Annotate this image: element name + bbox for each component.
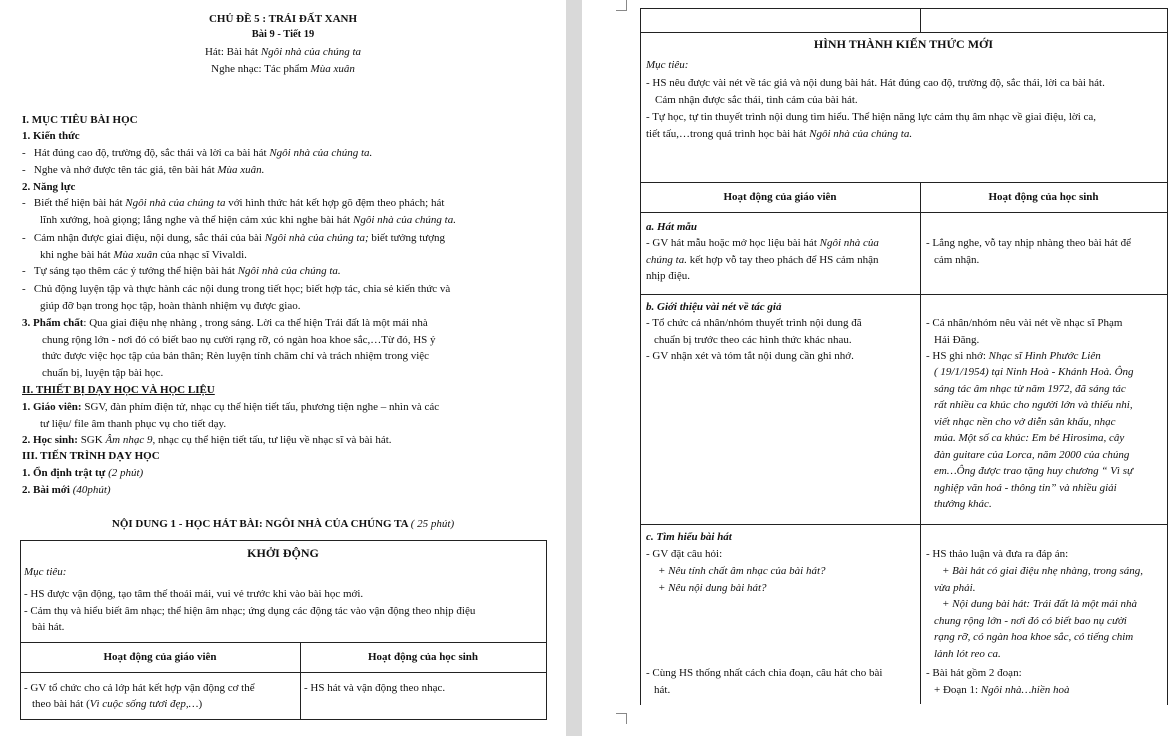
procedure-step-1: 1. Ổn định trật tự (2 phút)	[22, 467, 144, 479]
activity-c-student-1: - HS thảo luận và đưa ra đáp án:	[926, 548, 1069, 560]
table-divider	[920, 182, 921, 704]
student-equipment: 2. Học sinh: SGK Âm nhạc 9, nhạc cụ thể hiện tiết tấu, tư liệu về nhạc sĩ và bài hát.	[22, 434, 392, 446]
table-divider	[920, 8, 921, 32]
subsection-knowledge: 1. Kiến thức	[22, 130, 80, 142]
goal-2a: - Tự học, tự tin thuyết trình nội dung tìm hiểu. Thể hiện năng lực cảm thụ âm nhạc về giai điệu, lời ca,	[646, 111, 1097, 123]
knowledge-item-1: - Hát đúng cao độ, trường độ, sắc thái và lời ca bài hát Ngôi nhà của chúng ta.	[22, 147, 373, 159]
activity-c-teacher-5: hát.	[654, 684, 671, 696]
song-line: Hát: Bài hát Ngôi nhà của chúng ta	[204, 46, 362, 58]
goal-1b: Cảm nhận được sắc thái, tình cảm của bài hát.	[655, 94, 858, 106]
warmup-goal-label: Mục tiêu:	[24, 566, 67, 578]
table-divider	[20, 672, 546, 673]
procedure-step-2: 2. Bài mới (40phút)	[22, 484, 111, 496]
activity-c-teacher-4: - Cùng HS thống nhất cách chia đoạn, câu hát cho bài	[646, 667, 883, 679]
table-divider	[640, 182, 1167, 183]
competence-item-2b: khi nghe bài hát Mùa xuân của nhạc sĩ Vivaldi.	[40, 249, 247, 261]
warmup-student: - HS hát và vận động theo nhạc.	[304, 682, 446, 694]
document-page-right	[582, 0, 1172, 736]
activity-a-teacher-1: - GV hát mẫu hoặc mở học liệu bài hát Ngôi nhà của	[646, 237, 879, 249]
answer-line: lảnh lót reo ca.	[934, 647, 1001, 660]
document-page-left	[0, 0, 566, 736]
bio-line: ( 19/1/1954) tại Ninh Hoà - Khánh Hoà. Ông	[934, 366, 1134, 378]
table-divider	[640, 212, 1167, 213]
bio-line: em…Ông được trao tặng huy chương “ Vì sự	[934, 465, 1134, 477]
activity-b-teacher-1: - Tổ chức cá nhân/nhóm thuyết trình nội dung đã	[646, 317, 862, 329]
competence-item-3: - Tự sáng tạo thêm các ý tưởng thể hiện bài hát Ngôi nhà của chúng ta.	[22, 265, 341, 277]
competence-item-1b: lĩnh xướng, hoà giọng; lắng nghe và thể hiện cảm xúc khi nghe bài hát Ngôi nhà của chúng ta.	[40, 214, 456, 226]
table-divider	[640, 32, 1167, 33]
teacher-activity-header: Hoạt động của giáo viên	[723, 191, 837, 203]
competence-item-2a: - Cảm nhận được giai điệu, nội dung, sắc thái của bài Ngôi nhà của chúng ta; biết tưởng tượng	[22, 232, 446, 244]
activity-b-student-1: - Cá nhân/nhóm nêu vài nét về nhạc sĩ Phạm	[926, 317, 1123, 329]
activity-c-student-3: + Đoạn 1: Ngôi nhà…hiền hoà	[934, 684, 1070, 696]
competence-item-1a: - Biết thể hiện bài hát Ngôi nhà của chúng ta với hình thức hát kết hợp gõ đệm theo phách; hát	[22, 197, 445, 209]
activity-a-teacher-3: nhịp điệu.	[646, 270, 690, 282]
subsection-competence: 2. Năng lực	[22, 181, 76, 193]
answer-line: + Nội dung bài hát: Trái đất là một mái nhà	[942, 598, 1138, 610]
section-procedure: III. TIẾN TRÌNH DẠY HỌC	[22, 450, 160, 462]
topic-title: CHỦ ĐỀ 5 : TRÁI ĐẤT XANH	[208, 13, 358, 25]
teacher-equipment-2: tư liệu/ file âm thanh phục vụ cho tiết dạy.	[40, 418, 227, 430]
activity-c-student-answers	[934, 563, 1160, 662]
student-activity-header: Hoạt động của học sinh	[988, 191, 1099, 203]
activity-c-title: c. Tìm hiểu bài hát	[646, 531, 732, 543]
table-divider	[20, 642, 546, 643]
competence-item-4a: - Chủ động luyện tập và thực hành các nội dung trong tiết học; biết hợp tác, chia sẻ kiến thức và	[22, 283, 451, 295]
bio-line: múa. Một số ca khúc: Em bé Hirosima, cây	[934, 432, 1125, 444]
activity-a-student-1: - Lắng nghe, vỗ tay nhịp nhàng theo bài hát để	[926, 237, 1131, 249]
teacher-activity-header: Hoạt động của giáo viên	[103, 651, 217, 663]
answer-line: vừa phải.	[934, 581, 976, 594]
warmup-title: KHỞI ĐỘNG	[247, 546, 319, 560]
activity-c-student-2: - Bài hát gồm 2 đoạn:	[926, 667, 1022, 679]
goal-label: Mục tiêu:	[646, 59, 689, 71]
table-divider	[640, 294, 1167, 295]
section-equipment: II. THIẾT BỊ DẠY HỌC VÀ HỌC LIỆU	[22, 384, 215, 396]
student-activity-header: Hoạt động của học sinh	[367, 651, 479, 663]
lesson-number: Bài 9 - Tiết 19	[251, 29, 315, 40]
quality-line-2: chung rộng lớn - nơi đó có biết bao nụ cười rạng rỡ, có ngàn hoa khoe sắc,…Từ đó, HS ý	[42, 334, 436, 346]
activity-b-student-3: - HS ghi nhớ: Nhạc sĩ Hình Phước Liên	[926, 350, 1101, 362]
answer-line: chung rộng lớn - nơi đó có biết bao nụ cười	[934, 614, 1127, 627]
activity-a-student-2: cảm nhận.	[934, 254, 980, 266]
table-divider	[640, 524, 1167, 525]
content-1-heading: NỘI DUNG 1 - HỌC HÁT BÀI: NGÔI NHÀ CỦA CHÚNG TA ( 25 phút)	[111, 518, 455, 530]
activity-c-teacher-1: - GV đặt câu hỏi:	[646, 548, 723, 560]
warmup-goal-2b: bài hát.	[32, 621, 65, 633]
answer-line: rạng rỡ, có ngàn hoa khoe sắc, có tiếng chim	[934, 631, 1134, 643]
crop-mark	[616, 0, 627, 11]
crop-mark	[616, 713, 627, 724]
competence-item-4b: giúp đỡ bạn trong học tập, hoàn thành nhiệm vụ được giao.	[40, 300, 301, 312]
bio-line: nghiệp văn hoá - thông tin” và nhiều giải	[934, 481, 1117, 494]
activity-b-teacher-3: - GV nhận xét và tóm tắt nội dung cần ghi nhớ.	[646, 350, 854, 362]
quality-line-4: chuẩn bị, luyện tập bài học.	[42, 367, 164, 379]
warmup-goal-1: - HS được vận động, tạo tâm thế thoải mái, vui vẻ trước khi vào bài học mới.	[24, 588, 364, 600]
knowledge-item-2: - Nghe và nhớ được tên tác giả, tên bài hát Mùa xuân.	[22, 164, 265, 176]
bio-line: viết nhạc nền cho vở diễn sân khấu, nhạc	[934, 415, 1116, 428]
warmup-teacher-1: - GV tổ chức cho cả lớp hát kết hợp vận động cơ thể	[24, 682, 255, 694]
bio-line: thưởng khác.	[934, 498, 992, 510]
quality-line-3: thức được việc học tập của bản thân; Rèn luyện tính chăm chỉ và trách nhiệm trong việc	[42, 350, 430, 362]
activity-b-teacher-2: chuẩn bị trước theo các hình thức khác nhau.	[654, 334, 852, 346]
activity-b-student-2: Hải Đăng.	[934, 334, 980, 346]
activity-a-teacher-2: chúng ta. kết hợp vỗ tay theo phách để HS cảm nhận	[646, 254, 879, 266]
section-objectives: I. MỤC TIÊU BÀI HỌC	[22, 114, 138, 126]
new-knowledge-title: HÌNH THÀNH KIẾN THỨC MỚI	[813, 37, 994, 51]
goal-2b: tiết tấu,…trong quá trình học bài hát Ngôi nhà của chúng ta.	[646, 128, 913, 140]
teacher-equipment-1: 1. Giáo viên: SGV, đàn phím điện tử, nhạc cụ thể hiện tiết tấu, phương tiện nghe – nhìn và các	[22, 401, 440, 413]
warmup-teacher-2: theo bài hát (Vì cuộc sống tươi đẹp,…)	[32, 698, 203, 710]
composer-bio	[934, 364, 1160, 513]
activity-c-teacher-2: + Nêu tính chất âm nhạc của bài hát?	[658, 565, 826, 577]
answer-line: + Bài hát có giai điệu nhẹ nhàng, trong sáng,	[942, 565, 1144, 577]
activity-c-teacher-3: + Nêu nội dung bài hát?	[658, 582, 767, 594]
warmup-goal-2a: - Cảm thụ và hiểu biết âm nhạc; thể hiện âm nhạc; ứng dụng các động tác vào vận động theo nhịp điệu	[24, 605, 476, 617]
goal-1a: - HS nêu được vài nét về tác giả và nội dung bài hát. Hát đúng cao độ, trường độ, sắc thái, lời ca bài hát.	[646, 77, 1105, 89]
activity-b-title: b. Giới thiệu vài nét về tác giả	[646, 301, 782, 313]
bio-line: rất nhiều ca khúc cho người lớn và thiếu nhi,	[934, 399, 1133, 411]
bio-line: đàn guitare của Lorca, năm 2000 của chúng	[934, 448, 1130, 461]
music-line: Nghe nhạc: Tác phẩm Mùa xuân	[211, 63, 355, 75]
activity-a-title: a. Hát mẫu	[646, 221, 698, 233]
quality-line-1: 3. Phẩm chất: Qua giai điệu nhẹ nhàng , trong sáng. Lời ca thể hiện Trái đất là một mái nhà	[22, 317, 428, 329]
bio-line: sáng tác âm nhạc từ năm 1972, đã sáng tác	[934, 382, 1126, 395]
